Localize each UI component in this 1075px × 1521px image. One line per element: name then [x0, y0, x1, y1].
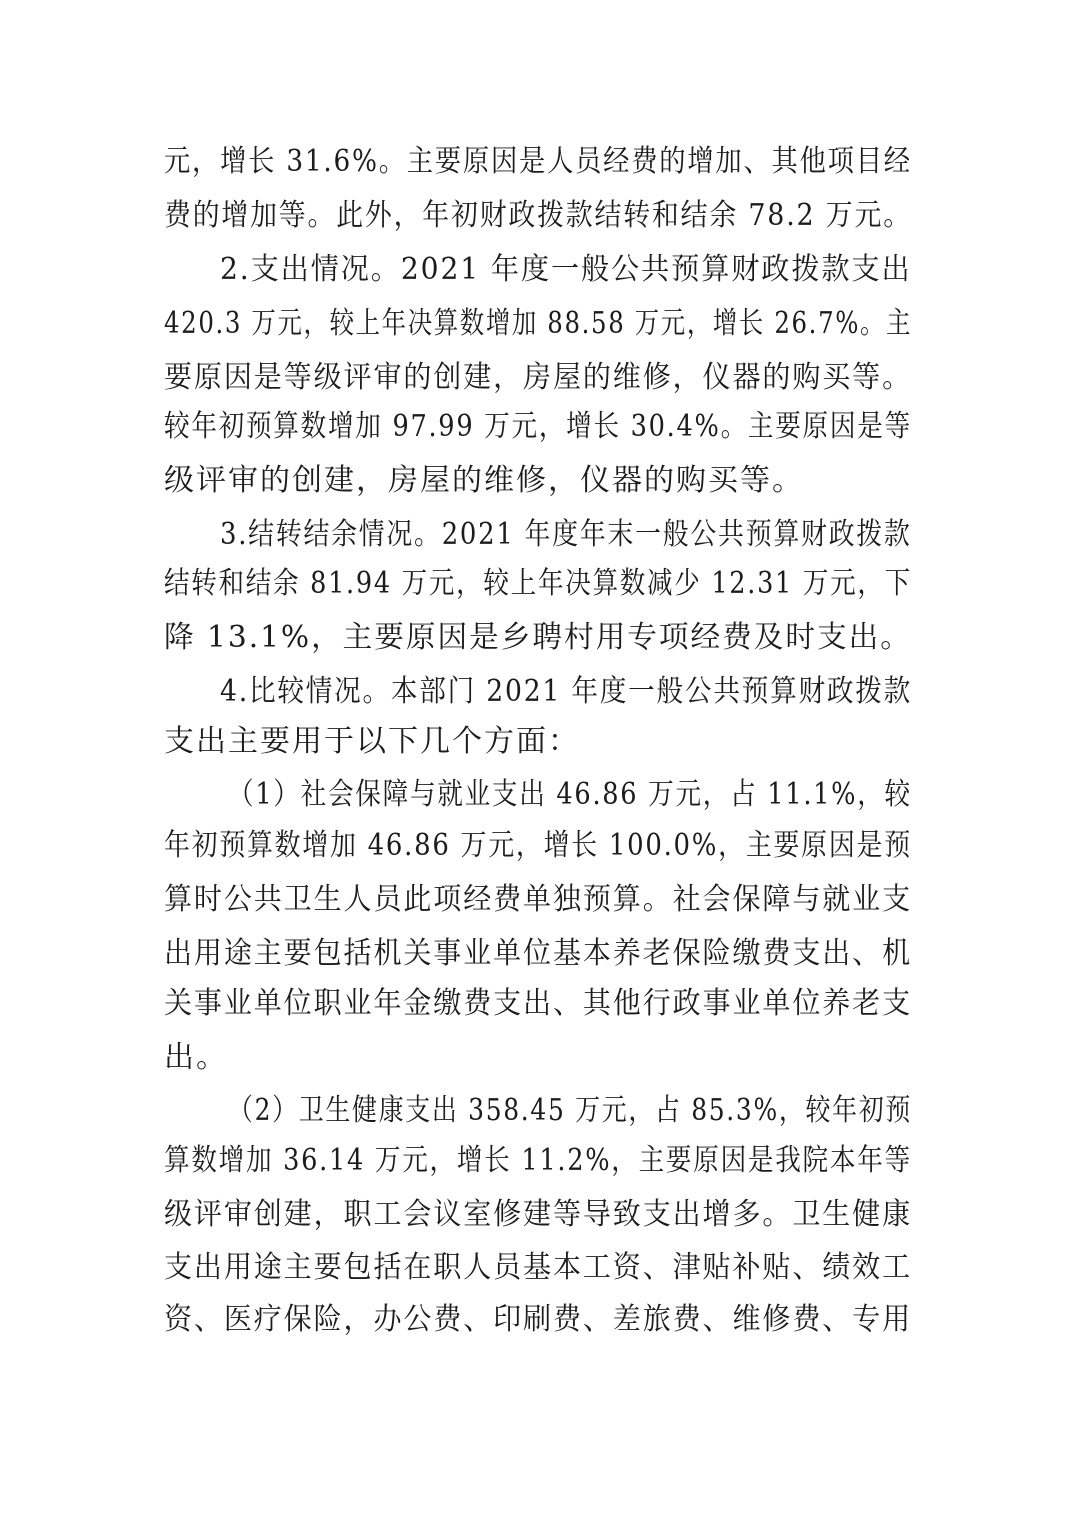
text-line: 费的增加等。此外，年初财政拨款结转和结余 78.2 万元。: [164, 198, 912, 233]
paragraph-start: 2.支出情况。2021 年度一般公共预算财政拨款支出: [220, 252, 912, 287]
text-line: 级评审创建，职工会议室修建等导致支出增多。卫生健康: [164, 1197, 912, 1232]
paragraph-start: （1）社会保障与就业支出 46.86 万元，占 11.1%，较: [228, 777, 912, 812]
text-line: 出。: [164, 1040, 228, 1075]
text-line: 出用途主要包括机关事业单位基本养老保险缴费支出、机: [164, 936, 912, 971]
text-line: 420.3 万元，较上年决算数增加 88.58 万元，增长 26.7%。主: [164, 306, 913, 341]
text-line: 支出用途主要包括在职人员基本工资、津贴补贴、绩效工: [164, 1250, 912, 1285]
text-line: 级评审的创建，房屋的维修，仪器的购买等。: [164, 463, 804, 498]
text-line: 资、医疗保险，办公费、印刷费、差旅费、维修费、专用: [164, 1302, 912, 1337]
text-line: 支出主要用于以下几个方面：: [164, 724, 580, 759]
text-line: 元，增长 31.6%。主要原因是人员经费的增加、其他项目经: [164, 144, 912, 179]
text-line: 结转和结余 81.94 万元，较上年决算数减少 12.31 万元，下: [164, 566, 912, 601]
text-line: 降 13.1%，主要原因是乡聘村用专项经费及时支出。: [164, 620, 912, 655]
paragraph-start: 3.结转结余情况。2021 年度年末一般公共预算财政拨款: [220, 517, 912, 552]
paragraph-start: （2）卫生健康支出 358.45 万元，占 85.3%，较年初预: [228, 1093, 912, 1128]
text-line: 较年初预算数增加 97.99 万元，增长 30.4%。主要原因是等: [164, 409, 912, 444]
text-line: 算时公共卫生人员此项经费单独预算。社会保障与就业支: [164, 882, 912, 917]
text-line: 要原因是等级评审的创建，房屋的维修，仪器的购买等。: [164, 360, 912, 395]
paragraph-start: 4.比较情况。本部门 2021 年度一般公共预算财政拨款: [220, 674, 913, 709]
text-line: 算数增加 36.14 万元，增长 11.2%，主要原因是我院本年等: [164, 1143, 912, 1178]
text-line: 年初预算数增加 46.86 万元，增长 100.0%，主要原因是预: [164, 828, 912, 863]
text-line: 关事业单位职业年金缴费支出、其他行政事业单位养老支: [164, 986, 912, 1021]
